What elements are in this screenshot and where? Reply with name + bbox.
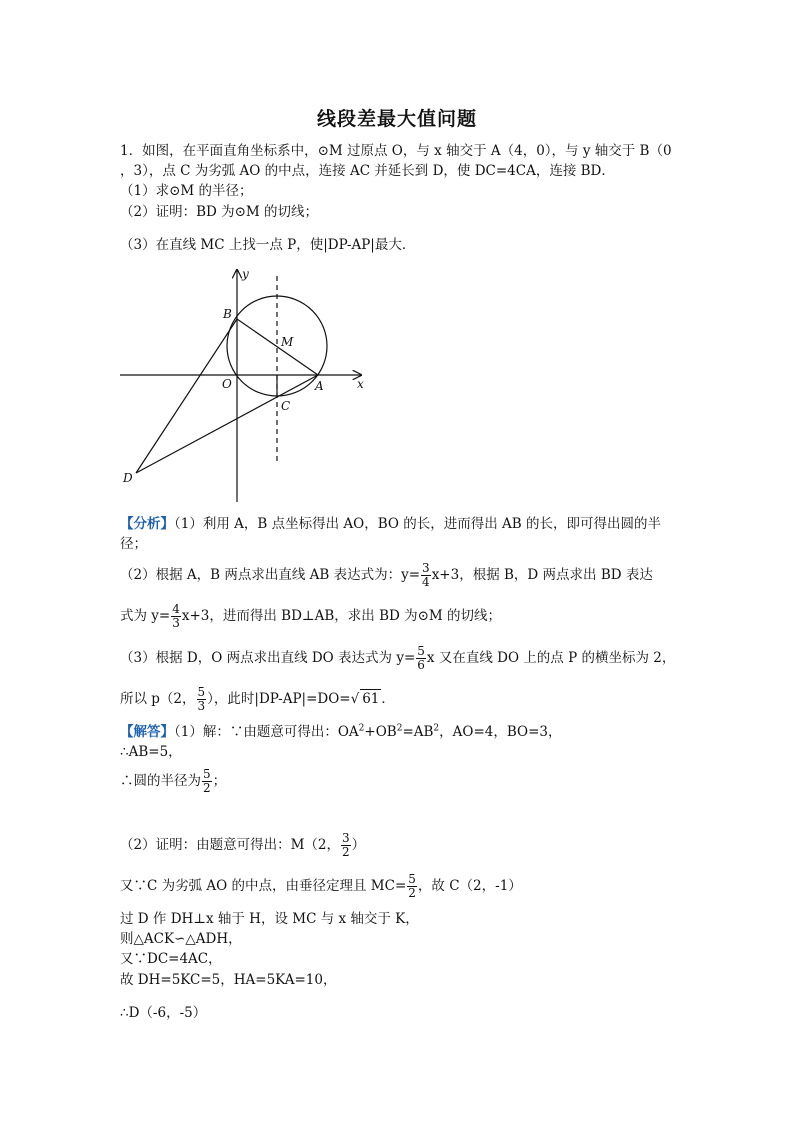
- solution-s4-b: ）: [351, 837, 366, 853]
- solution-s3-a: ∴圆的半径为: [120, 773, 201, 789]
- label-x: x: [357, 377, 364, 391]
- analysis-p1-a: （1）利用 A，B 点坐标得出 AO，BO 的长，进而得出 AB 的长，即可得出圆的半: [174, 516, 661, 532]
- label-b: B: [223, 307, 232, 321]
- analysis-line-3: [120, 562, 653, 589]
- fraction-5-2: [407, 873, 417, 900]
- solution-line-5: [120, 873, 522, 900]
- analysis-p3-e: ．: [381, 691, 395, 707]
- frac-num: 5: [408, 872, 416, 886]
- solution-line-8: 又∵DC=4AC，: [120, 951, 222, 967]
- solution-s1-a: （1）解：∵由题意可得出：OA: [174, 724, 359, 740]
- label-d: D: [123, 471, 133, 485]
- analysis-p2-a: （2）根据 A，B 两点求出直线 AB 表达式为：y=: [120, 567, 421, 583]
- problem-stem-line-1: 1．如图，在平面直角坐标系中，⊙M 过原点 O，与 x 轴交于 A（4，0），与 y 轴交于 B（0: [120, 143, 672, 159]
- solution-s3-b: ；: [212, 773, 227, 789]
- solution-s1-d: ，AO=4，BO=3，: [439, 724, 562, 740]
- frac-num: 5: [203, 767, 211, 781]
- analysis-p3-c: 所以 p（2，: [120, 691, 196, 707]
- solution-s5-b: ，故 C（2，-1）: [417, 878, 522, 894]
- solution-s1-c: =AB: [402, 724, 434, 740]
- segment-bd: [136, 319, 237, 473]
- analysis-p2-b: x+3，根据 B，D 两点求出 BD 表达: [431, 567, 653, 583]
- sup-2: 2: [358, 723, 365, 734]
- solution-s1-b: +OB: [364, 724, 397, 740]
- geometry-figure: [115, 262, 375, 507]
- question-2: （2）证明：BD 为⊙M 的切线；: [120, 204, 319, 220]
- fraction-5-2: [202, 768, 212, 795]
- analysis-line-5: [120, 645, 675, 672]
- analysis-line-6: 所以 p（2， $\frac{5}{3}$ ），此时|DP-AP|=DO=√ 61 ．: [120, 685, 395, 713]
- frac-den: 2: [408, 886, 416, 900]
- solution-line-7: 则△ACK∽△ADH，: [120, 931, 242, 947]
- analysis-line-4: [120, 603, 501, 630]
- analysis-line-1: [120, 515, 661, 533]
- fraction-3-4: [421, 562, 431, 589]
- sup-2: 2: [396, 723, 403, 734]
- fraction-4-3: [171, 603, 181, 630]
- solution-s5-a: 又∵C 为劣弧 AO 的中点，由垂径定理且 MC=: [120, 878, 407, 894]
- question-3: （3）在直线 MC 上找一点 P，使|DP-AP|最大．: [120, 237, 416, 253]
- solution-line-6: 过 D 作 DH⊥x 轴于 H，设 MC 与 x 轴交于 K，: [120, 911, 419, 927]
- analysis-p3-a: （3）根据 D，O 两点求出直线 DO 表达式为 y=: [120, 650, 416, 666]
- analysis-p3-b: x 又在直线 DO 上的点 P 的横坐标为 2，: [426, 650, 676, 666]
- analysis-p3-d: ），此时|DP-AP|=DO=: [207, 691, 351, 707]
- solution-line-1: [120, 723, 562, 741]
- analysis-p2-c: 式为 y=: [120, 608, 171, 624]
- frac-num: 5: [197, 685, 206, 699]
- solution-line-9: 故 DH=5KC=5，HA=5KA=10，: [120, 972, 337, 988]
- fraction-3-2: [341, 832, 351, 859]
- question-1: （1）求⊙M 的半径；: [120, 183, 253, 199]
- solution-line-2: ∴AB=5，: [120, 744, 182, 760]
- fraction-5-6: [416, 645, 426, 672]
- label-y: y: [242, 267, 249, 281]
- solution-line-4: [120, 832, 365, 859]
- frac-den: 4: [422, 575, 430, 589]
- frac-num: 3: [422, 561, 430, 575]
- analysis-p2-d: x+3，进而得出 BD⊥AB，求出 BD 为⊙M 的切线；: [181, 608, 502, 624]
- frac-num: 4: [172, 602, 180, 616]
- fraction-5-3: [197, 686, 207, 713]
- analysis-line-2: 径；: [120, 536, 147, 552]
- sqrt-61: 61: [362, 691, 380, 707]
- frac-den: 6: [417, 658, 425, 672]
- frac-den: 3: [172, 616, 180, 630]
- frac-num: 5: [417, 644, 425, 658]
- frac-den: 2: [203, 781, 211, 795]
- solution-line-10: ∴D（-6，-5）: [120, 1005, 207, 1021]
- label-a: A: [315, 379, 324, 393]
- problem-stem-line-2: ，3），点 C 为劣弧 AO 的中点，连接 AC 并延长到 D，使 DC=4CA，连接 BD．: [120, 163, 615, 179]
- solution-tag: 【解答】: [120, 724, 174, 740]
- analysis-tag: 【分析】: [120, 516, 174, 532]
- solution-line-3: [120, 768, 226, 795]
- frac-den: 2: [342, 845, 350, 859]
- frac-num: 3: [342, 831, 350, 845]
- sup-2: 2: [433, 723, 440, 734]
- label-o: O: [222, 377, 232, 391]
- label-m: M: [281, 335, 294, 349]
- label-c: C: [281, 399, 291, 413]
- solution-s4-a: （2）证明：由题意可得出：M（2，: [120, 837, 341, 853]
- page-title: 线段差最大值问题: [316, 108, 477, 130]
- frac-den: 3: [197, 699, 206, 713]
